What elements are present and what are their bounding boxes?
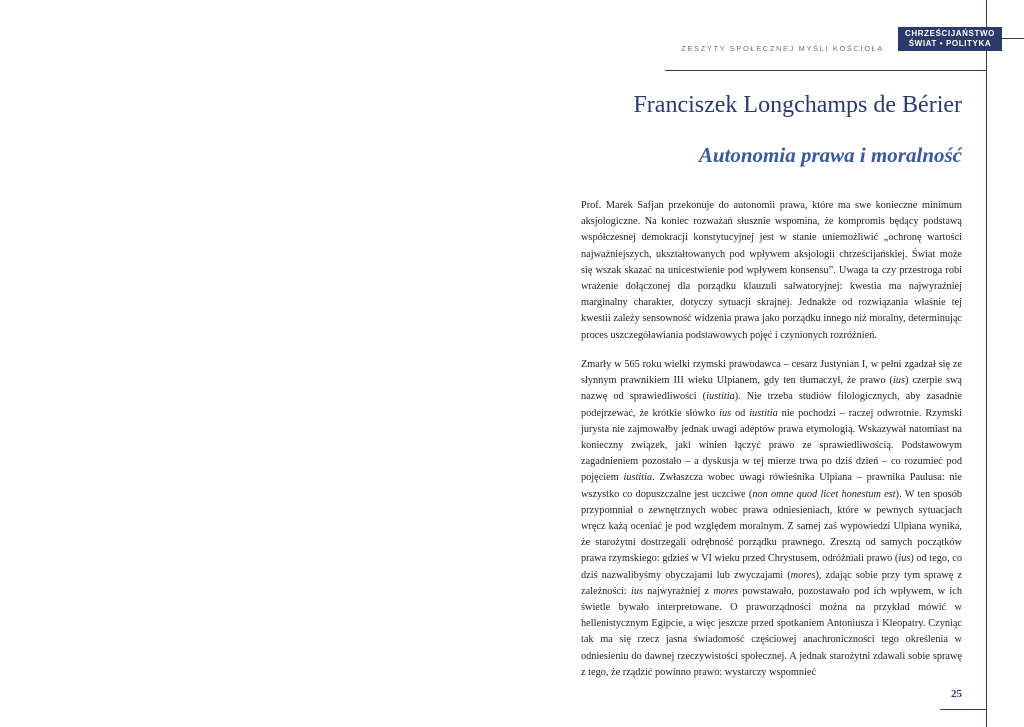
- italic-term: ius: [892, 375, 905, 387]
- journal-logo: [898, 27, 1002, 51]
- italic-term: mores: [790, 569, 816, 581]
- text-run: najwyraźniej z: [642, 585, 714, 597]
- italic-term: iustitia: [749, 407, 778, 419]
- italic-term: ius: [898, 553, 911, 565]
- text-run: ) od tego, co dziś nazwalibyśmy obyczajami lub zwyczajami (: [581, 553, 962, 581]
- logo-line-2: ŚWIAT • POLITYKA: [908, 39, 992, 48]
- text-run: . Zwłaszcza wobec uwagi rówieśnika Ulpiana – prawnika Paulusa: nie wszystko co dopuszczalne jest uczciwe (: [581, 472, 962, 500]
- logo-line-1: CHRZEŚCIJAŃSTWO: [905, 29, 995, 38]
- footer-rule: [940, 709, 987, 710]
- page-number: 25: [951, 688, 962, 700]
- article-title: Autonomia prawa i moralność: [698, 143, 962, 167]
- text-run: ), zdając sobie przy tym sprawę z zależności:: [581, 569, 962, 597]
- text-run: Zmarły w 565 roku wielki rzymski prawodawca – cesarz Justynian I, w pełni zgadzał się ze słynnym prawnikiem III wieku Ulpianem, gdy ten tłumaczył, że prawo (: [581, 359, 962, 387]
- abstract-paragraph: Prof. Marek Safjan przekonuje do autonomii prawa, które ma swe konieczne minimum aksjologiczne. Na koniec rozważań słusznie wspomina, że kompromis będący podstawą współczesnej demokracji konstytucyjnej jest w stanie uniemożliwić „ochronę wartości najważniejszych, ukształtowanych pod wpływem aksjologii chrześcijańskiej. Świat może się wszak skazać na unicestwienie pod wpływem konsensu”. Uwaga ta czy przestroga robi wrażenie dołączonej dla porządku klauzuli salwatoryjnej: kwestia ma najwyraźniej marginalny charakter, dotyczy sytuacji skrajnej. Jednakże od rozwiązania właśnie tej kwestii zależy sensowność widzenia prawa jako porządku innego niż moralny, determinując proces uszczegóławiania podstawowych pojęć i czynionych rozróżnień.: [581, 200, 962, 341]
- italic-term: ius: [630, 585, 643, 597]
- italic-term: ius: [719, 407, 732, 419]
- italic-term: mores: [713, 585, 739, 597]
- text-run: ). W ten sposób przypomniał o zewnętrznych wobec prawa odniesieniach, które w pewnych sytuacjach wręcz każą oceniać je pod względem moralnym. Z samej zaś wypowiedzi Ulpiana wynika, że starożytni dostrzegali odrębność porządku prawnego. Zresztą od samych początków prawa rzymskiego: gdzieś w VI wieku przed Chrystusem, odróżniali prawo (: [581, 488, 962, 565]
- vertical-rule: [986, 0, 987, 727]
- italic-term: iustitia: [706, 391, 735, 403]
- text-run: powstawało, pozostawało pod ich wpływem, w ich świetle bywało interpretowane. O praworządności można na przykład mówić w hellenistycznym Egipcie, a więc jeszcze przed spotkaniem Antoniusza i Kleopatry. Czyniąc tak ma się rzecz jasna świadomość częściowej anachroniczności tego określenia w odniesieniu do dawnej rzeczywistości społecznej. A jednak starożytni zdawali sobie sprawę z tego, że rządzić powinno prawo: wystarczy wspomnieć: [581, 585, 963, 678]
- body-paragraph: [581, 357, 962, 681]
- author-name: Franciszek Longchamps de Bérier: [633, 92, 962, 118]
- body-paragraph-text: [581, 357, 962, 681]
- header-rule: [665, 70, 987, 71]
- top-rule: [1002, 38, 1024, 39]
- italic-term: iustitia: [623, 472, 653, 484]
- text-run: ) czerpie swą nazwę od sprawiedliwości (: [581, 375, 962, 403]
- text-run: ). Nie trzeba studiów filologicznych, aby zasadnie podejrzewać, że krótkie słówko: [581, 391, 962, 419]
- text-run: nie pochodzi – raczej odwrotnie. Rzymski jurysta nie zajmowałby jednak uwagi adeptów prawa etymologią. Wskazywał natomiast na konieczny związek, jaki winien łączyć prawo ze sprawiedliwością. Podstawowym zagadnieniem pozostało – a dyskusja w tej mierze trwa po dziś dzień – co rozumieć pod pojęciem: [581, 407, 962, 484]
- journal-series-title: ZESZYTY SPOŁECZNEJ MYŚLI KOŚCIOŁA: [681, 44, 884, 53]
- italic-term: non omne quod licet honestum est: [752, 488, 896, 500]
- text-run: od: [731, 407, 750, 419]
